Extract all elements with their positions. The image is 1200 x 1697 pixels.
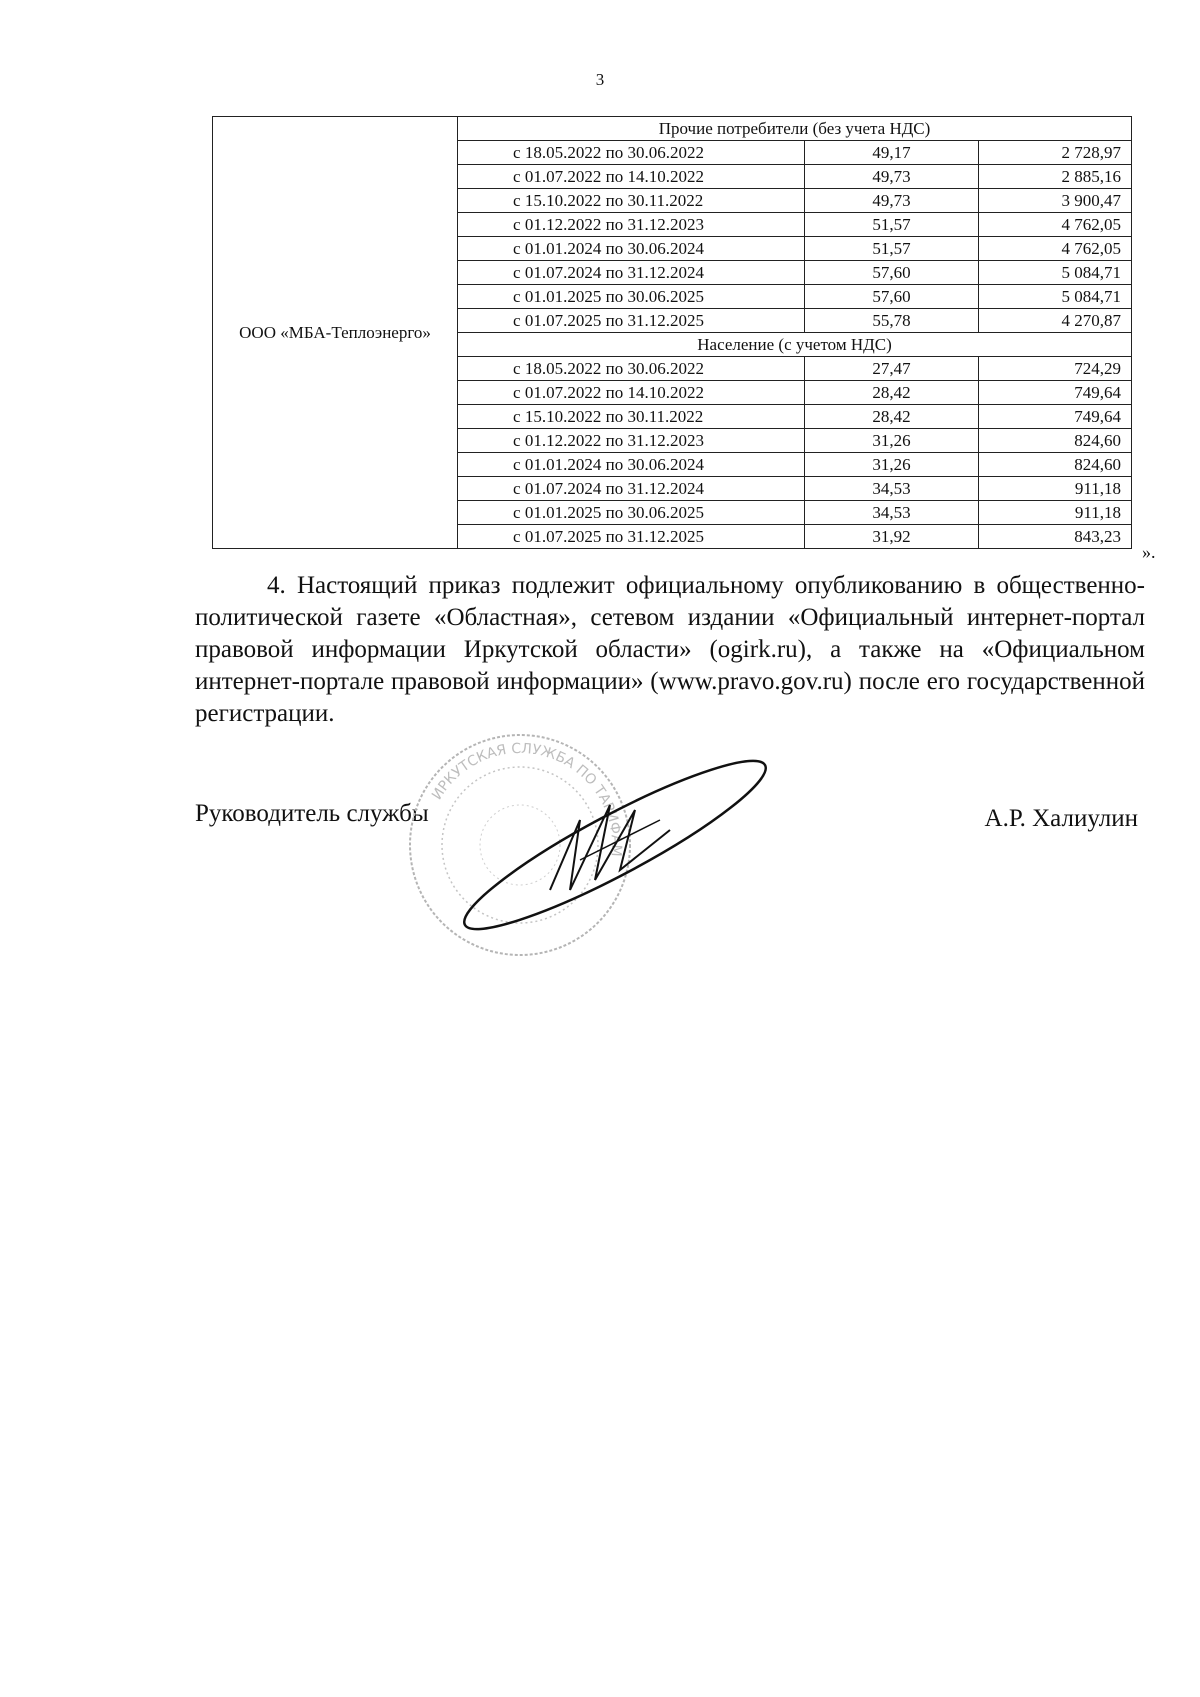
value2-cell: 4 762,05 — [978, 237, 1131, 261]
period-cell: с 01.07.2025 по 31.12.2025 — [458, 309, 805, 333]
signatory-name: А.Р. Халиулин — [984, 805, 1138, 832]
value1-cell: 49,17 — [805, 141, 979, 165]
page-number: 3 — [595, 70, 605, 89]
value1-cell: 51,57 — [805, 213, 979, 237]
value2-cell: 2 885,16 — [978, 165, 1131, 189]
value1-cell: 34,53 — [805, 477, 979, 501]
period-cell: с 01.12.2022 по 31.12.2023 — [458, 429, 805, 453]
value2-cell: 824,60 — [978, 453, 1131, 477]
period-cell: с 01.07.2024 по 31.12.2024 — [458, 477, 805, 501]
period-cell: с 18.05.2022 по 30.06.2022 — [458, 357, 805, 381]
period-cell: с 01.07.2025 по 31.12.2025 — [458, 525, 805, 549]
tariff-table — [212, 116, 1132, 549]
period-cell: с 01.12.2022 по 31.12.2023 — [458, 213, 805, 237]
value2-cell: 749,64 — [978, 381, 1131, 405]
period-cell: с 01.01.2024 по 30.06.2024 — [458, 237, 805, 261]
handwritten-signature — [460, 750, 790, 940]
period-cell: с 01.01.2025 по 30.06.2025 — [458, 285, 805, 309]
organization-name: ООО «МБА-Теплоэнерго» — [213, 117, 458, 549]
value2-cell: 3 900,47 — [978, 189, 1131, 213]
period-cell: с 01.07.2022 по 14.10.2022 — [458, 381, 805, 405]
group-title: Прочие потребители (без учета НДС) — [458, 117, 1132, 141]
period-cell: с 01.07.2022 по 14.10.2022 — [458, 165, 805, 189]
group-header-row — [213, 117, 1132, 141]
closing-quote: ». — [1142, 542, 1156, 562]
value1-cell: 31,92 — [805, 525, 979, 549]
value2-cell: 4 270,87 — [978, 309, 1131, 333]
stamp-text: ИРКУТСКАЯ СЛУЖБА ПО ТАРИФАМ — [429, 740, 625, 858]
value1-cell: 27,47 — [805, 357, 979, 381]
value1-cell: 34,53 — [805, 501, 979, 525]
value2-cell: 724,29 — [978, 357, 1131, 381]
value2-cell: 4 762,05 — [978, 213, 1131, 237]
value2-cell: 2 728,97 — [978, 141, 1131, 165]
value2-cell: 5 084,71 — [978, 285, 1131, 309]
value1-cell: 31,26 — [805, 453, 979, 477]
period-cell: с 18.05.2022 по 30.06.2022 — [458, 141, 805, 165]
publication-paragraph: 4. Настоящий приказ подлежит официальному опубликованию в общественно-политической газете «Областная», сетевом издании «Официальный интернет-портал правовой информации Иркутской области» (ogirk.ru), а также на «Официальном интернет-портале правовой информации» (www.pravo.gov.ru) после его государственной регистрации. — [195, 572, 1145, 727]
period-cell: с 01.01.2024 по 30.06.2024 — [458, 453, 805, 477]
value1-cell: 57,60 — [805, 285, 979, 309]
value1-cell: 51,57 — [805, 237, 979, 261]
signatory-title: Руководитель службы — [195, 800, 429, 827]
value1-cell: 55,78 — [805, 309, 979, 333]
period-cell: с 01.01.2025 по 30.06.2025 — [458, 501, 805, 525]
value1-cell: 28,42 — [805, 405, 979, 429]
value1-cell: 49,73 — [805, 165, 979, 189]
value2-cell: 749,64 — [978, 405, 1131, 429]
value2-cell: 911,18 — [978, 501, 1131, 525]
period-cell: с 15.10.2022 по 30.11.2022 — [458, 189, 805, 213]
value2-cell: 824,60 — [978, 429, 1131, 453]
value1-cell: 49,73 — [805, 189, 979, 213]
value2-cell: 911,18 — [978, 477, 1131, 501]
value2-cell: 5 084,71 — [978, 261, 1131, 285]
period-cell: с 01.07.2024 по 31.12.2024 — [458, 261, 805, 285]
value1-cell: 28,42 — [805, 381, 979, 405]
value1-cell: 31,26 — [805, 429, 979, 453]
value2-cell: 843,23 — [978, 525, 1131, 549]
group-title: Население (с учетом НДС) — [458, 333, 1132, 357]
value1-cell: 57,60 — [805, 261, 979, 285]
period-cell: с 15.10.2022 по 30.11.2022 — [458, 405, 805, 429]
